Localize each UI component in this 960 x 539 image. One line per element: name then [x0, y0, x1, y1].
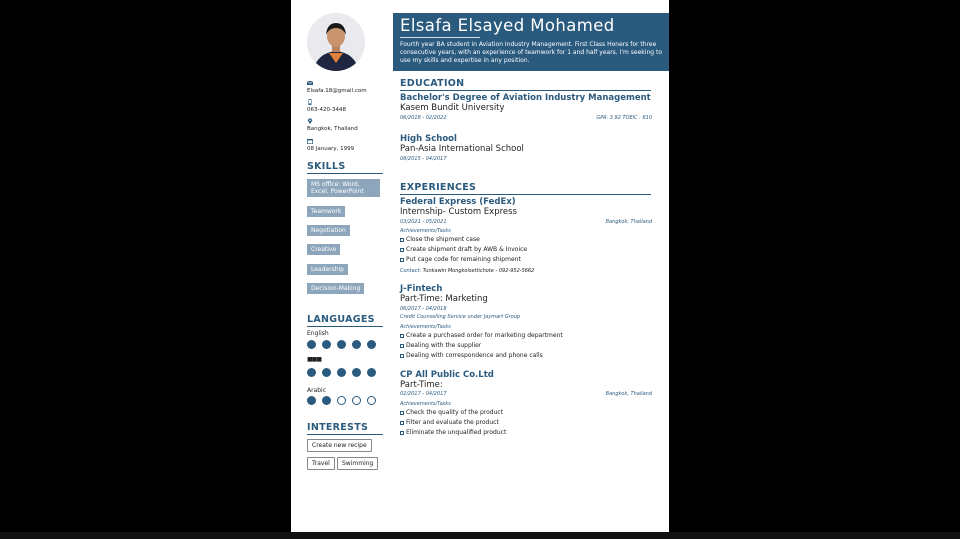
map-pin-icon	[307, 118, 313, 124]
skill-tag: MS office: Word, Excel, PowerPoint	[307, 179, 380, 197]
skill-tag: Leadership	[307, 264, 348, 275]
job-role: Part-Time: Marketing	[400, 294, 488, 304]
company-name: CP All Public Co.Ltd	[400, 370, 494, 380]
education-dates: 06/2018 - 02/2022	[400, 115, 447, 121]
phone-item	[307, 99, 346, 113]
level-dot-empty	[367, 396, 376, 405]
contact-label: Contact:	[400, 268, 422, 274]
level-dot-filled	[352, 368, 361, 377]
level-dot-empty	[352, 396, 361, 405]
level-dot-filled	[337, 368, 346, 377]
language-level-dots	[307, 368, 376, 377]
tasks-label: Achievements/Tasks	[400, 228, 451, 234]
email-text: Elsafa.18@gmail.com	[307, 88, 367, 94]
skill-tag: Decision-Making	[307, 283, 364, 294]
name-underline	[400, 37, 480, 38]
education-scores: GPA: 3.92 TOEIC : 810	[596, 115, 652, 121]
job-location: Bangkok, Thailand	[605, 391, 652, 397]
language-name: Arabic	[307, 387, 327, 394]
reference-contact	[400, 268, 534, 274]
email-item	[307, 80, 367, 94]
interest-tag: Travel	[307, 457, 335, 470]
full-name: Elsafa Elsayed Mohamed	[400, 16, 615, 35]
location-text: Bangkok, Thailand	[307, 126, 358, 132]
education-dates: 08/2015 - 04/2017	[400, 156, 447, 162]
language-name: English	[307, 330, 329, 337]
level-dot-filled	[337, 340, 346, 349]
location-item	[307, 118, 358, 132]
task-item: Put cage code for remaining shipment	[400, 255, 527, 265]
skill-tag: Negotiation	[307, 225, 350, 236]
viewer-bottom-bar	[0, 532, 960, 539]
task-item: Dealing with correspondence and phone calls	[400, 351, 563, 361]
job-subtitle: Credit Counselling Service under Jaymart Group	[400, 314, 521, 320]
tasks-label: Achievements/Tasks	[400, 401, 451, 407]
tasks-label: Achievements/Tasks	[400, 324, 451, 330]
envelope-icon	[307, 80, 313, 86]
phone-text: 063-420-3448	[307, 107, 346, 113]
company-name: J-Fintech	[400, 284, 443, 294]
skills-title: SKILLS	[307, 161, 383, 174]
school-name: Pan-Asia International School	[400, 144, 524, 154]
language-name: ■■■	[307, 356, 322, 363]
header-banner	[393, 13, 669, 71]
job-dates: 06/2017 - 04/2018	[400, 306, 447, 312]
job-dates: 03/2021 - 05/2021	[400, 219, 447, 225]
skill-tag: Creative	[307, 244, 340, 255]
task-item: Create a purchased order for marketing department	[400, 331, 563, 341]
company-name: Federal Express (FedEx)	[400, 197, 516, 207]
task-list	[400, 331, 563, 361]
level-dot-filled	[307, 396, 316, 405]
job-dates: 02/2017 - 04/2017	[400, 391, 447, 397]
job-role: Internship- Custom Express	[400, 207, 517, 217]
task-item: Eliminate the unqualified product	[400, 428, 506, 438]
task-item: Dealing with the supplier	[400, 341, 563, 351]
phone-icon	[307, 99, 313, 105]
calendar-icon	[307, 138, 313, 144]
task-item: Create shipment draft by AWB & Invoice	[400, 245, 527, 255]
language-level-dots	[307, 396, 376, 405]
contact-value: Tunkawin Mongkolsettichote - 092-952-5662	[422, 268, 535, 274]
interest-tag: Swimming	[337, 457, 378, 470]
level-dot-filled	[367, 368, 376, 377]
experiences-title: EXPERIENCES	[400, 182, 651, 195]
task-item: Close the shipment case	[400, 235, 527, 245]
profile-photo	[307, 13, 365, 71]
task-item: Check the quality of the product	[400, 408, 506, 418]
level-dot-filled	[322, 340, 331, 349]
task-list	[400, 408, 506, 438]
skill-tag: Teamwork	[307, 206, 345, 217]
level-dot-filled	[367, 340, 376, 349]
level-dot-filled	[322, 368, 331, 377]
level-dot-filled	[322, 396, 331, 405]
resume-page	[291, 0, 669, 532]
school-name: Kasem Bundit University	[400, 103, 505, 113]
level-dot-filled	[352, 340, 361, 349]
birthday-text: 08 January, 1999	[307, 146, 355, 152]
task-item: Filter and evaluate the product	[400, 418, 506, 428]
languages-title: LANGUAGES	[307, 314, 383, 327]
language-level-dots	[307, 340, 376, 349]
birthday-item	[307, 138, 354, 152]
job-location: Bangkok, Thailand	[605, 219, 652, 225]
level-dot-filled	[307, 368, 316, 377]
job-role: Part-Time:	[400, 380, 443, 390]
interest-tag: Create new recipe	[307, 439, 372, 452]
degree-title: Bachelor's Degree of Aviation Industry Management	[400, 93, 651, 103]
profile-summary: Fourth year BA student in Aviation Industry Management. First Class Honers for three consecutive years, with an experience of teamwork for 1 and half years. I'm seeking to use my skills and expertise in any position.	[400, 41, 662, 64]
level-dot-empty	[337, 396, 346, 405]
level-dot-filled	[307, 340, 316, 349]
education-title: EDUCATION	[400, 78, 651, 91]
task-list	[400, 235, 527, 265]
degree-title: High School	[400, 134, 457, 144]
interests-title: INTERESTS	[307, 422, 383, 435]
